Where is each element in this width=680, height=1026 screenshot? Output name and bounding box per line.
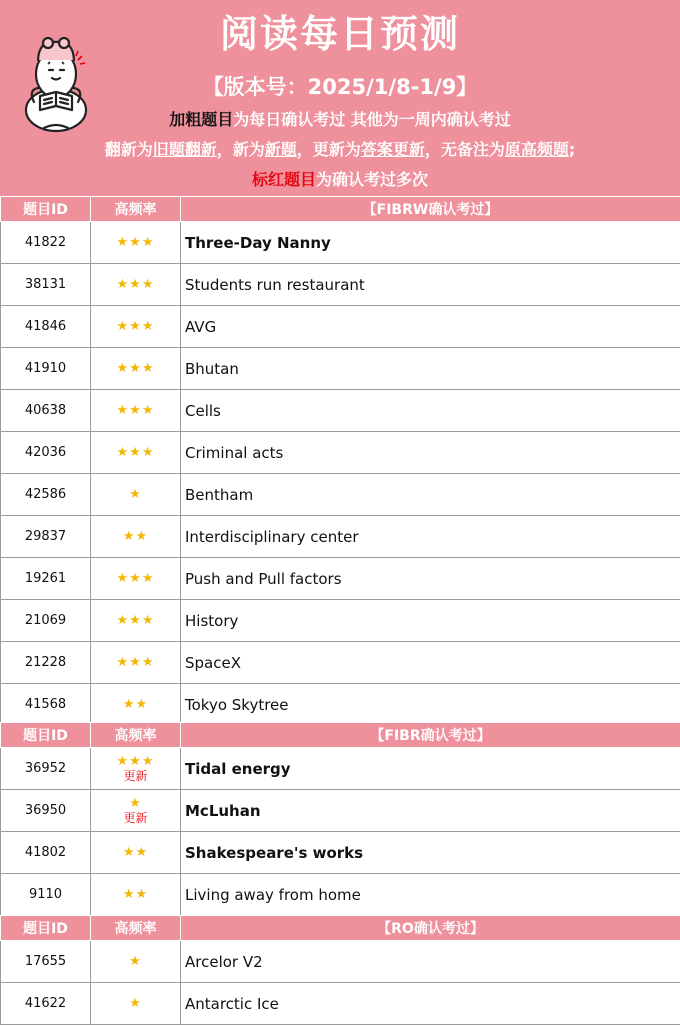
- legend-text: 翻新为: [104, 140, 153, 159]
- table-header-row: [1, 723, 680, 748]
- question-id: 41910: [1, 348, 91, 390]
- question-topic: Students run restaurant: [181, 264, 680, 306]
- frequency-cell: [91, 390, 181, 432]
- legend-line-red: [0, 168, 680, 192]
- legend-red-label: 标红题目: [251, 170, 316, 189]
- question-topic: Living away from home: [181, 874, 680, 916]
- legend-old-refresh: 旧题翻新: [152, 140, 217, 159]
- table-row: [1, 642, 680, 684]
- question-topic: Criminal acts: [181, 432, 680, 474]
- frequency-stars: ★★★: [116, 753, 155, 769]
- question-id: 21069: [1, 600, 91, 642]
- question-id: 38131: [1, 264, 91, 306]
- table-header-row: [1, 197, 680, 222]
- question-id: 42586: [1, 474, 91, 516]
- header-banner: [0, 0, 680, 196]
- frequency-cell: [91, 983, 181, 1025]
- section-title: 【FIBR确认考过】: [181, 723, 680, 748]
- frequency-cell: [91, 558, 181, 600]
- question-topic: Bhutan: [181, 348, 680, 390]
- frequency-stars: ★★: [122, 845, 149, 860]
- table-row: [1, 600, 680, 642]
- legend-new: 新题: [264, 140, 297, 159]
- frequency-cell: [91, 832, 181, 874]
- frequency-stars: ★★: [122, 697, 149, 712]
- column-header-id: 题目ID: [1, 723, 91, 748]
- frequency-stars: ★: [129, 996, 142, 1011]
- frequency-cell: [91, 516, 181, 558]
- question-id: 29837: [1, 516, 91, 558]
- column-header-frequency: 高频率: [91, 197, 181, 222]
- frequency-cell: [91, 874, 181, 916]
- frequency-stars: ★★: [122, 887, 149, 902]
- frequency-stars: ★★★: [116, 403, 155, 418]
- question-id: 40638: [1, 390, 91, 432]
- column-header-frequency: 高频率: [91, 723, 181, 748]
- frequency-cell: [91, 941, 181, 983]
- table-row: [1, 832, 680, 874]
- question-topic: Tidal energy: [181, 748, 680, 790]
- question-id: 36952: [1, 748, 91, 790]
- question-topic: Arcelor V2: [181, 941, 680, 983]
- frequency-stars: ★: [129, 487, 142, 502]
- table-row: [1, 684, 680, 726]
- legend-original-high: 原高频题: [504, 140, 569, 159]
- legend-line-tags: [0, 138, 680, 162]
- question-topic: Three-Day Nanny: [181, 222, 680, 264]
- question-id: 41568: [1, 684, 91, 726]
- table-row: [1, 941, 680, 983]
- table-row: [1, 390, 680, 432]
- section-fibrw: [0, 196, 680, 726]
- question-id: 42036: [1, 432, 91, 474]
- question-topic: Tokyo Skytree: [181, 684, 680, 726]
- version-label: 【版本号：2025/1/8-1/9】: [202, 75, 478, 99]
- frequency-cell: [91, 600, 181, 642]
- table-row: [1, 264, 680, 306]
- section-ro: [0, 915, 680, 1025]
- question-id: 9110: [1, 874, 91, 916]
- table-row: [1, 516, 680, 558]
- question-topic: History: [181, 600, 680, 642]
- frequency-stars: ★★★: [116, 277, 155, 292]
- question-id: 17655: [1, 941, 91, 983]
- question-id: 36950: [1, 790, 91, 832]
- question-topic: Cells: [181, 390, 680, 432]
- question-table: [0, 915, 680, 1025]
- question-topic: Shakespeare's works: [181, 832, 680, 874]
- table-row: [1, 983, 680, 1025]
- legend-text: ，新为: [216, 140, 265, 159]
- section-title: 【RO确认考过】: [181, 916, 680, 941]
- question-id: 41846: [1, 306, 91, 348]
- frequency-cell: [91, 432, 181, 474]
- question-id: 41802: [1, 832, 91, 874]
- legend-answer-update: 答案更新: [360, 140, 425, 159]
- column-header-id: 题目ID: [1, 916, 91, 941]
- frequency-stars: ★★: [122, 529, 149, 544]
- frequency-cell: [91, 474, 181, 516]
- table-row: [1, 432, 680, 474]
- frequency-stars: ★★★: [116, 571, 155, 586]
- table-row: [1, 790, 680, 832]
- section-title: 【FIBRW确认考过】: [181, 197, 680, 222]
- table-row: [1, 874, 680, 916]
- frequency-stars: ★★★: [116, 361, 155, 376]
- table-header-row: [1, 916, 680, 941]
- legend-bold-label: 加粗题目: [169, 110, 234, 129]
- frequency-cell: [91, 642, 181, 684]
- column-header-id: 题目ID: [1, 197, 91, 222]
- question-topic: Interdisciplinary center: [181, 516, 680, 558]
- question-table: [0, 722, 680, 916]
- question-topic: Push and Pull factors: [181, 558, 680, 600]
- frequency-stars: ★★★: [116, 319, 155, 334]
- question-id: 41622: [1, 983, 91, 1025]
- frequency-cell: [91, 348, 181, 390]
- legend-red-text: 为确认考过多次: [316, 170, 429, 189]
- frequency-cell: [91, 222, 181, 264]
- frequency-stars: ★: [129, 954, 142, 969]
- frequency-cell: [91, 684, 181, 726]
- update-tag: 更新: [123, 768, 148, 783]
- table-row: [1, 558, 680, 600]
- question-topic: SpaceX: [181, 642, 680, 684]
- frequency-cell: [91, 264, 181, 306]
- table-row: [1, 348, 680, 390]
- legend-text: ;: [568, 140, 576, 159]
- update-tag: 更新: [123, 810, 148, 825]
- legend-text: ，无备注为: [424, 140, 505, 159]
- frequency-stars: ★: [129, 795, 142, 811]
- frequency-cell: [91, 306, 181, 348]
- column-header-frequency: 高频率: [91, 916, 181, 941]
- frequency-cell: [91, 790, 181, 832]
- table-row: [1, 306, 680, 348]
- frequency-stars: ★★★: [116, 613, 155, 628]
- question-table: [0, 196, 680, 726]
- table-row: [1, 474, 680, 516]
- question-id: 41822: [1, 222, 91, 264]
- question-topic: Bentham: [181, 474, 680, 516]
- frequency-stars: ★★★: [116, 235, 155, 250]
- question-id: 21228: [1, 642, 91, 684]
- question-topic: McLuhan: [181, 790, 680, 832]
- legend-line-bold: [0, 108, 680, 132]
- table-row: [1, 222, 680, 264]
- legend-bold-text: 为每日确认考过 其他为一周内确认考过: [233, 110, 511, 129]
- page-title: 阅读每日预测: [219, 12, 460, 56]
- frequency-stars: ★★★: [116, 655, 155, 670]
- section-fibr: [0, 722, 680, 916]
- question-topic: Antarctic Ice: [181, 983, 680, 1025]
- legend-text: ，更新为: [296, 140, 361, 159]
- table-row: [1, 748, 680, 790]
- question-id: 19261: [1, 558, 91, 600]
- question-topic: AVG: [181, 306, 680, 348]
- frequency-cell: [91, 748, 181, 790]
- frequency-stars: ★★★: [116, 445, 155, 460]
